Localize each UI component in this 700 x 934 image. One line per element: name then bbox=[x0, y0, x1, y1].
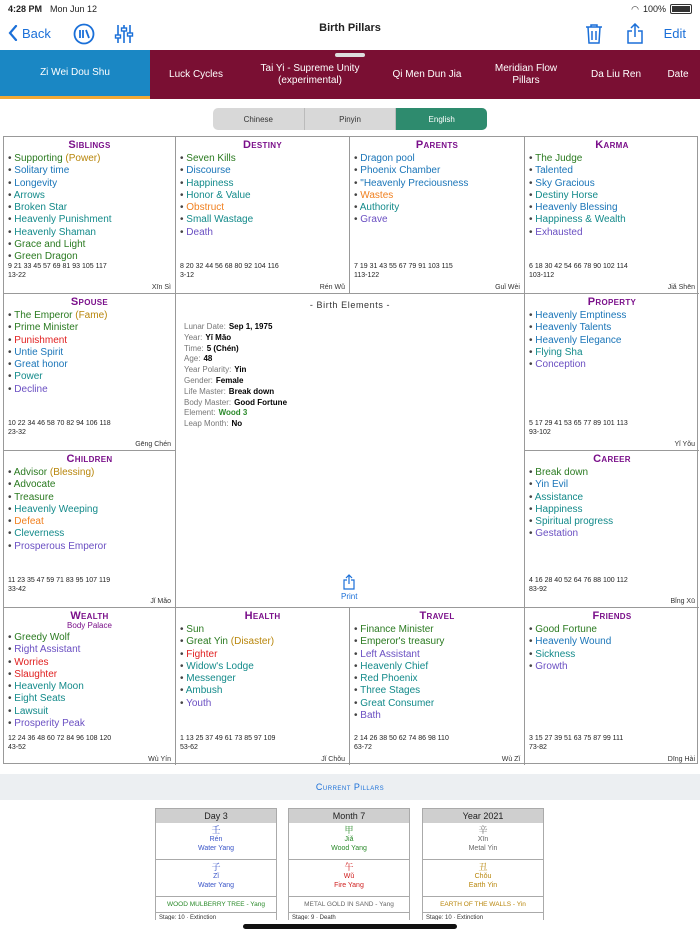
star-item[interactable]: • Heavenly Shaman bbox=[8, 227, 171, 239]
birth-element-value: No bbox=[231, 419, 243, 429]
star-item[interactable]: • Solitary time bbox=[8, 165, 171, 177]
star-item[interactable]: • Phoenix Chamber bbox=[354, 165, 520, 177]
star-item[interactable]: • Lawsuit bbox=[8, 706, 171, 718]
birth-element-row bbox=[184, 387, 518, 398]
birth-element-key: Gender: bbox=[184, 375, 213, 385]
star-item[interactable]: • Slaughter bbox=[8, 669, 171, 681]
palace-ages bbox=[529, 262, 628, 280]
annual-ages: 12 24 36 48 60 72 84 96 108 120 bbox=[8, 735, 112, 742]
birth-element-row bbox=[184, 333, 518, 344]
birth-element-key: Element: bbox=[184, 408, 216, 418]
pillar-branch[interactable] bbox=[423, 860, 543, 897]
star-item[interactable]: • Happiness bbox=[529, 504, 695, 516]
navigation-bar bbox=[0, 18, 700, 50]
language-option-pinyin[interactable]: Pinyin bbox=[305, 108, 397, 130]
pillar-nayin: WOOD MULBERRY TREE - Yang bbox=[156, 897, 276, 913]
palace-spouse[interactable] bbox=[4, 294, 176, 451]
star-item[interactable]: • Heavenly Punishment bbox=[8, 214, 171, 226]
star-item[interactable]: • Fighter bbox=[180, 649, 345, 661]
annual-ages: 5 17 29 41 53 65 77 89 101 113 bbox=[529, 420, 628, 427]
page-title: Birth Pillars bbox=[319, 22, 381, 34]
star-item[interactable]: • Dragon pool bbox=[354, 153, 520, 165]
palace-friends[interactable] bbox=[525, 608, 699, 765]
palace-title: Wealth bbox=[70, 610, 109, 622]
star-list bbox=[529, 153, 695, 239]
pillar-stem-glyph: 甲 bbox=[344, 825, 354, 835]
star-item[interactable]: • Eight Seats bbox=[8, 693, 171, 705]
tab-tai-yi-supreme-unity-experimental-[interactable]: Tai Yi - Supreme Unity (experimental) bbox=[260, 62, 360, 86]
palace-title: Friends bbox=[592, 610, 632, 622]
palace-ages bbox=[180, 262, 279, 280]
pillar-stem-glyph: 辛 bbox=[478, 825, 488, 835]
decade-range: 23-32 bbox=[8, 429, 26, 436]
pillar-header: Month 7 bbox=[289, 809, 409, 823]
star-item[interactable]: • Honor & Value bbox=[180, 190, 345, 202]
decade-range: 83-92 bbox=[529, 586, 547, 593]
birth-element-value: 48 bbox=[203, 354, 213, 364]
star-list bbox=[8, 153, 171, 264]
palace-health[interactable] bbox=[176, 608, 350, 765]
star-item[interactable]: • Flying Sha bbox=[529, 347, 695, 359]
star-item[interactable]: • Widow's Lodge bbox=[180, 661, 345, 673]
tab-meridian-flow-pillars[interactable]: Meridian Flow Pillars bbox=[494, 62, 558, 86]
palace-stem-branch: Yǐ Yǒu bbox=[674, 441, 695, 448]
star-item[interactable]: • Small Wastage bbox=[180, 214, 345, 226]
star-item[interactable]: • Grace and Light bbox=[8, 239, 171, 251]
birth-element-row bbox=[184, 408, 518, 419]
star-item[interactable]: • Sky Gracious bbox=[529, 178, 695, 190]
birth-element-value: Wood 3 bbox=[218, 408, 248, 418]
star-item[interactable]: • Great honor bbox=[8, 359, 171, 371]
birth-element-key: Lunar Date: bbox=[184, 322, 226, 331]
star-item[interactable]: • Heavenly Elegance bbox=[529, 335, 695, 347]
pillar-header: Year 2021 bbox=[423, 809, 543, 823]
tab-zi-wei-dou-shu[interactable]: Zi Wei Dou Shu bbox=[0, 50, 150, 99]
annual-ages: 11 23 35 47 59 71 83 95 107 119 bbox=[8, 577, 111, 584]
palace-title: Career bbox=[593, 453, 631, 465]
decade-range: 43-52 bbox=[8, 744, 26, 751]
star-transform: (Power) bbox=[62, 153, 101, 164]
decade-range: 103-112 bbox=[529, 272, 555, 279]
pillar-stage: Stage: 9 · Death bbox=[292, 915, 336, 920]
star-item[interactable]: • Arrows bbox=[8, 190, 171, 202]
palace-ages bbox=[354, 262, 453, 280]
palace-title: Travel bbox=[419, 610, 455, 622]
pillar-branch[interactable] bbox=[289, 860, 409, 897]
star-item[interactable]: • Advisor (Blessing) bbox=[8, 467, 171, 479]
birth-element-row bbox=[184, 322, 518, 333]
star-item[interactable]: • Supporting (Power) bbox=[8, 153, 171, 165]
palace-stem-branch: Jǐ Mǎo bbox=[150, 598, 171, 605]
palace-title: Health bbox=[244, 610, 281, 622]
palace-stem-branch: Guǐ Wèi bbox=[495, 284, 520, 291]
star-item[interactable]: • The Judge bbox=[529, 153, 695, 165]
star-list bbox=[529, 310, 695, 371]
star-list bbox=[8, 467, 171, 553]
palace-stem-branch: Jiǎ Shēn bbox=[667, 284, 695, 291]
star-item[interactable]: • Seven Kills bbox=[180, 153, 345, 165]
palace-stem-branch: Bǐng Xū bbox=[670, 598, 695, 605]
pillar-stem-pinyin: Rén bbox=[209, 836, 223, 843]
star-item[interactable]: • Red Phoenix bbox=[354, 673, 520, 685]
palace-ages bbox=[529, 419, 628, 437]
annual-ages: 3 15 27 39 51 63 75 87 99 111 bbox=[529, 735, 624, 742]
star-item[interactable]: • Heavenly Talents bbox=[529, 322, 695, 334]
birth-element-value: Sep 1, 1975 bbox=[228, 322, 273, 331]
pillar-branch-glyph: 午 bbox=[344, 862, 354, 872]
pillar-nayin: EARTH OF THE WALLS - Yin bbox=[423, 897, 543, 913]
star-item[interactable]: • Treasure bbox=[8, 492, 171, 504]
palace-destiny[interactable] bbox=[176, 137, 350, 294]
feature-tabs bbox=[0, 50, 700, 99]
pillar-stem[interactable] bbox=[289, 823, 409, 860]
birth-element-key: Leap Month: bbox=[184, 419, 229, 429]
star-item[interactable]: • Obstruct bbox=[180, 202, 345, 214]
current-pillars-header[interactable]: Current Pillars bbox=[0, 774, 700, 800]
palace-ages bbox=[8, 419, 111, 437]
star-item[interactable]: • Grave bbox=[354, 214, 520, 226]
star-item[interactable]: • The Emperor (Fame) bbox=[8, 310, 171, 322]
star-transform: (Fame) bbox=[72, 310, 108, 321]
star-item[interactable]: • Heavenly Emptiness bbox=[529, 310, 695, 322]
birth-element-row bbox=[184, 398, 518, 409]
decade-range: 3-12 bbox=[180, 272, 195, 279]
palace-title: Destiny bbox=[243, 139, 282, 151]
share-icon bbox=[342, 574, 356, 590]
pillar-stem[interactable] bbox=[156, 823, 276, 860]
palace-ages bbox=[529, 734, 623, 752]
star-item[interactable]: • Finance Minister bbox=[354, 624, 520, 636]
star-item[interactable]: • Heavenly Weeping bbox=[8, 504, 171, 516]
decade-range: 93-102 bbox=[529, 429, 551, 436]
birth-element-value: Break down bbox=[228, 386, 275, 396]
star-item[interactable]: • Discourse bbox=[180, 165, 345, 177]
star-item[interactable]: • Exhausted bbox=[529, 227, 695, 239]
tab-date[interactable]: Date bbox=[667, 68, 689, 80]
pillar-header: Day 3 bbox=[156, 809, 276, 823]
tab-qi-men-dun-jia[interactable]: Qi Men Dun Jia bbox=[392, 68, 462, 80]
star-item[interactable]: • Punishment bbox=[8, 335, 171, 347]
palace-stem-branch: Jǐ Chǒu bbox=[321, 756, 345, 763]
star-item[interactable]: • Great Yin (Disaster) bbox=[180, 636, 345, 648]
birth-element-value: Yin bbox=[234, 365, 247, 375]
birth-element-key: Year: bbox=[184, 332, 203, 342]
star-item[interactable]: • Broken Star bbox=[8, 202, 171, 214]
wifi-icon: ◠ bbox=[631, 3, 639, 14]
palace-stem-branch: Rén Wǔ bbox=[319, 284, 345, 291]
pillar-stem-pinyin: Jiǎ bbox=[344, 836, 354, 843]
delete-button[interactable] bbox=[585, 23, 603, 50]
pillar-stage: Stage: 10 · Extinction bbox=[426, 915, 484, 920]
star-item[interactable]: • Advocate bbox=[8, 479, 171, 491]
star-list bbox=[529, 624, 695, 673]
birth-element-key: Age: bbox=[184, 354, 201, 364]
star-item[interactable]: • Yin Evil bbox=[529, 479, 695, 491]
star-item[interactable]: • Untie Spirit bbox=[8, 347, 171, 359]
star-item[interactable]: • "Heavenly Preciousness bbox=[354, 178, 520, 190]
trash-icon bbox=[585, 23, 603, 45]
pillar-nayin: METAL GOLD IN SAND - Yang bbox=[289, 897, 409, 913]
annual-ages: 1 13 25 37 49 61 73 85 97 109 bbox=[180, 735, 276, 742]
star-transform: (Disaster) bbox=[227, 636, 275, 648]
annual-ages: 9 21 33 45 57 69 81 93 105 117 bbox=[8, 263, 107, 270]
pillar-branch-pinyin: Wǔ bbox=[343, 873, 355, 880]
star-item[interactable]: • Conception bbox=[529, 359, 695, 371]
pillar-branch[interactable] bbox=[156, 860, 276, 897]
palace-wealth[interactable] bbox=[4, 608, 176, 765]
star-item[interactable]: • Prosperous Emperor bbox=[8, 541, 171, 553]
palace-stem-branch: Wù Yín bbox=[148, 756, 171, 763]
star-item[interactable]: • Happiness & Wealth bbox=[529, 214, 695, 226]
palace-property[interactable] bbox=[525, 294, 699, 451]
star-item[interactable]: • Decline bbox=[8, 384, 171, 396]
pillar-card[interactable] bbox=[155, 808, 277, 920]
birth-element-row bbox=[184, 376, 518, 387]
palace-ages bbox=[8, 734, 111, 752]
back-label: Back bbox=[22, 25, 51, 41]
print-label: Print bbox=[341, 592, 358, 601]
pillar-branch-element: Water Yang bbox=[197, 882, 235, 889]
star-item[interactable]: • Heavenly Wound bbox=[529, 636, 695, 648]
star-item[interactable]: • Authority bbox=[354, 202, 520, 214]
print-button[interactable] bbox=[341, 574, 357, 601]
star-item[interactable]: • Heavenly Chief bbox=[354, 661, 520, 673]
pillar-stem-element: Metal Yin bbox=[468, 845, 498, 852]
pillar-stem-element: Water Yang bbox=[197, 845, 235, 852]
annual-ages: 4 16 28 40 52 64 76 88 100 112 bbox=[529, 577, 628, 584]
decade-range: 33-42 bbox=[8, 586, 26, 593]
star-item[interactable]: • Messenger bbox=[180, 673, 345, 685]
birth-elements-list bbox=[182, 322, 518, 430]
star-transform: (Blessing) bbox=[47, 467, 95, 478]
tab-da-liu-ren[interactable]: Da Liu Ren bbox=[590, 68, 642, 80]
palace-ages bbox=[8, 262, 107, 280]
star-item[interactable]: • Right Assistant bbox=[8, 644, 171, 656]
home-indicator bbox=[243, 924, 457, 929]
palace-travel[interactable] bbox=[350, 608, 525, 765]
status-bar bbox=[0, 0, 700, 18]
palace-stem-branch: Wù Zǐ bbox=[501, 756, 520, 763]
star-item[interactable]: • Heavenly Moon bbox=[8, 681, 171, 693]
palace-stem-branch: Gēng Chén bbox=[135, 441, 171, 448]
pillar-card[interactable] bbox=[288, 808, 410, 920]
star-item[interactable]: • Green Dragon bbox=[8, 251, 171, 263]
pillar-stem-pinyin: Xīn bbox=[477, 836, 489, 843]
palace-parents[interactable] bbox=[350, 137, 525, 294]
star-item[interactable]: • Youth bbox=[180, 698, 345, 710]
palace-title: Property bbox=[587, 296, 637, 308]
decade-range: 63-72 bbox=[354, 744, 372, 751]
birth-element-key: Life Master: bbox=[184, 386, 226, 396]
star-list bbox=[180, 153, 345, 239]
pillar-stem[interactable] bbox=[423, 823, 543, 860]
star-item[interactable]: • Break down bbox=[529, 467, 695, 479]
decade-range: 53-62 bbox=[180, 744, 198, 751]
pillar-branch-element: Fire Yang bbox=[334, 882, 364, 889]
birth-element-value: Good Fortune bbox=[234, 397, 288, 407]
battery-icon bbox=[670, 4, 692, 14]
star-item[interactable]: • Spiritual progress bbox=[529, 516, 695, 528]
share-icon bbox=[626, 23, 644, 45]
battery-percent: 100% bbox=[642, 4, 666, 14]
star-item[interactable]: • Prosperity Peak bbox=[8, 718, 171, 730]
star-item[interactable]: • Bath bbox=[354, 710, 520, 722]
star-item[interactable]: • Death bbox=[180, 227, 345, 239]
star-item[interactable]: • Longevity bbox=[8, 178, 171, 190]
star-list bbox=[8, 310, 171, 396]
palace-ages bbox=[529, 576, 628, 594]
pillar-stem-glyph: 壬 bbox=[211, 825, 221, 835]
birth-element-value: 5 (Chén) bbox=[206, 343, 239, 353]
star-item[interactable]: • Assistance bbox=[529, 492, 695, 504]
star-item[interactable]: • Talented bbox=[529, 165, 695, 177]
palace-karma[interactable] bbox=[525, 137, 699, 294]
birth-element-row bbox=[184, 419, 518, 430]
palace-ages bbox=[8, 576, 110, 594]
pillar-stem-element: Wood Yang bbox=[331, 845, 367, 852]
star-list bbox=[8, 632, 171, 730]
palace-siblings[interactable] bbox=[4, 137, 176, 294]
annual-ages: 10 22 34 46 58 70 82 94 106 118 bbox=[8, 420, 111, 427]
language-option-chinese[interactable]: Chinese bbox=[213, 108, 305, 130]
palace-title: Karma bbox=[595, 139, 629, 151]
star-item[interactable]: • Wastes bbox=[354, 190, 520, 202]
language-option-english[interactable]: English bbox=[396, 108, 487, 130]
language-segmented-control bbox=[213, 108, 487, 130]
birth-element-row bbox=[184, 344, 518, 355]
status-date: Mon Jun 12 bbox=[50, 4, 98, 14]
star-item[interactable]: • Growth bbox=[529, 661, 695, 673]
pillar-branch-pinyin: Chǒu bbox=[474, 873, 492, 880]
pillar-branch-pinyin: Zǐ bbox=[213, 873, 219, 880]
palace-subtitle: Body Palace bbox=[67, 621, 112, 630]
star-list bbox=[354, 153, 520, 227]
palace-ages bbox=[180, 734, 275, 752]
star-item[interactable]: • Destiny Horse bbox=[529, 190, 695, 202]
decade-range: 113-122 bbox=[354, 272, 380, 279]
star-item[interactable]: • Defeat bbox=[8, 516, 171, 528]
status-time: 4:28 PM bbox=[8, 4, 43, 14]
star-item[interactable]: • Power bbox=[8, 371, 171, 383]
star-item[interactable]: • Heavenly Blessing bbox=[529, 202, 695, 214]
star-item[interactable]: • Great Consumer bbox=[354, 698, 520, 710]
pillar-stage: Stage: 10 · Extinction bbox=[159, 915, 217, 920]
birth-element-row bbox=[184, 354, 518, 365]
birth-elements-title: - Birth Elements - bbox=[309, 300, 391, 310]
palace-stem-branch: Dīng Hài bbox=[667, 756, 695, 763]
annual-ages: 7 19 31 43 55 67 79 91 103 115 bbox=[354, 263, 453, 270]
star-item[interactable]: • Greedy Wolf bbox=[8, 632, 171, 644]
drag-handle[interactable] bbox=[335, 53, 365, 57]
star-list bbox=[180, 624, 345, 710]
annual-ages: 6 18 30 42 54 66 78 90 102 114 bbox=[529, 263, 628, 270]
star-item[interactable]: • Emperor's treasury bbox=[354, 636, 520, 648]
edit-button[interactable]: Edit bbox=[663, 26, 686, 41]
palace-ages bbox=[354, 734, 449, 752]
star-item[interactable]: • Sun bbox=[180, 624, 345, 636]
birth-element-key: Time: bbox=[184, 343, 204, 353]
palace-title: Siblings bbox=[68, 139, 111, 151]
annual-ages: 2 14 26 38 50 62 74 86 98 110 bbox=[354, 735, 449, 742]
star-item[interactable]: • Worries bbox=[8, 657, 171, 669]
star-item[interactable]: • Left Assistant bbox=[354, 649, 520, 661]
star-item[interactable]: • Happiness bbox=[180, 178, 345, 190]
star-item[interactable]: • Cleverness bbox=[8, 528, 171, 540]
star-list bbox=[354, 624, 520, 722]
birth-element-key: Year Polarity: bbox=[184, 365, 232, 375]
palace-title: Parents bbox=[415, 139, 459, 151]
star-item[interactable]: • Three Stages bbox=[354, 685, 520, 697]
decade-range: 13-22 bbox=[8, 272, 26, 279]
birth-element-value: Yǐ Mǎo bbox=[205, 332, 232, 342]
pillar-branch-glyph: 子 bbox=[211, 862, 221, 872]
pillar-branch-glyph: 丑 bbox=[478, 862, 488, 872]
star-item[interactable]: • Prime Minister bbox=[8, 322, 171, 334]
star-item[interactable]: • Gestation bbox=[529, 528, 695, 540]
palace-children[interactable] bbox=[4, 451, 176, 608]
star-item[interactable]: • Ambush bbox=[180, 685, 345, 697]
star-item[interactable]: • Sickness bbox=[529, 649, 695, 661]
birth-element-row bbox=[184, 365, 518, 376]
decade-range: 73-82 bbox=[529, 744, 547, 751]
palace-career[interactable] bbox=[525, 451, 699, 608]
birth-element-value: Female bbox=[215, 375, 244, 385]
birth-elements-panel bbox=[176, 294, 525, 608]
palace-stem-branch: Xīn Sì bbox=[151, 284, 171, 291]
palace-title: Children bbox=[66, 453, 113, 465]
palace-title: Spouse bbox=[70, 296, 109, 308]
pillar-card[interactable] bbox=[422, 808, 544, 920]
star-list bbox=[529, 467, 695, 541]
pillar-branch-element: Earth Yin bbox=[468, 882, 498, 889]
star-item[interactable]: • Good Fortune bbox=[529, 624, 695, 636]
annual-ages: 8 20 32 44 56 68 80 92 104 116 bbox=[180, 263, 279, 270]
palace-chart bbox=[3, 136, 698, 764]
birth-element-key: Body Master: bbox=[184, 397, 232, 407]
tab-luck-cycles[interactable]: Luck Cycles bbox=[169, 68, 223, 80]
share-button[interactable] bbox=[626, 23, 644, 50]
